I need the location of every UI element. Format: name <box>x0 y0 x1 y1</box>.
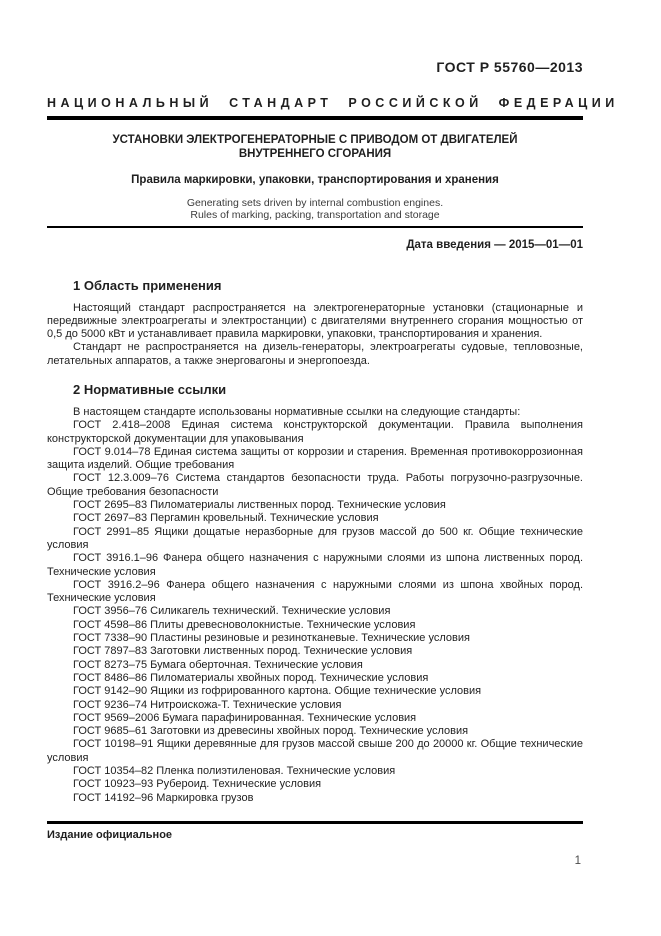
references-list <box>47 419 583 805</box>
section-2-heading: 2 Нормативные ссылки <box>73 381 227 397</box>
doc-title-line2: ВНУТРЕННЕГО СГОРАНИЯ <box>238 147 392 160</box>
section-1-paragraph: Стандарт не распространяется на дизель-генераторы, электроагрегаты судовые, тепловозные, летательных аппаратов, а также энерговагоны и энергопоезда. <box>47 341 583 367</box>
page-number: 1 <box>574 855 581 867</box>
reference-item: ГОСТ 2.418–2008 Единая система конструкторской документации. Правила выполнения конструкторской документации для упаковывания <box>47 419 583 445</box>
doc-number: ГОСТ Р 55760—2013 <box>436 59 583 75</box>
reference-item: ГОСТ 10354–82 Пленка полиэтиленовая. Технические условия <box>73 765 396 777</box>
reference-item: ГОСТ 8486–86 Пиломатериалы хвойных пород. Технические условия <box>73 671 429 684</box>
reference-item: ГОСТ 10198–91 Ящики деревянные для грузов массой свыше 200 до 20000 кг. Общие технические условия <box>47 738 583 764</box>
section-2-body <box>47 406 583 805</box>
reference-item: ГОСТ 3916.1–96 Фанера общего назначения с наружными слоями из шпона лиственных пород. Технические условия <box>47 552 583 578</box>
reference-item: ГОСТ 7897–83 Заготовки лиственных пород. Технические условия <box>73 645 413 658</box>
reference-item: ГОСТ 9236–74 Нитроискожа-Т. Технические условия <box>73 698 342 711</box>
reference-item: ГОСТ 2697–83 Пергамин кровельный. Технические условия <box>73 512 379 525</box>
reference-item: ГОСТ 10923–93 Рубероид. Технические условия <box>73 778 322 791</box>
reference-item: ГОСТ 4598–86 Плиты древесноволокнистые. Технические условия <box>73 618 416 631</box>
doc-title-en-line2: Rules of marking, packing, transportation and storage <box>190 209 440 221</box>
reference-item: ГОСТ 12.3.009–76 Система стандартов безопасности труда. Работы погрузочно-разгрузочные. Общие требования безопасности <box>47 472 583 498</box>
standard-type-line: НАЦИОНАЛЬНЫЙ СТАНДАРТ РОССИЙСКОЙ ФЕДЕРАЦИИ <box>47 96 619 110</box>
section-1-paragraph: Настоящий стандарт распространяется на электрогенераторные установки (стационарные и передвижные электроагрегаты и электростанции) с двигателями внутреннего сгорания мощностью от 0,5 до 5000 кВт и устанавливает правила маркировки, упаковки, транспортирования и хранения. <box>47 301 583 341</box>
page-content <box>47 0 619 805</box>
reference-item: ГОСТ 14192–96 Маркировка грузов <box>73 791 254 804</box>
reference-item: ГОСТ 3956–76 Силикагель технический. Технические условия <box>73 605 391 618</box>
divider-rule <box>47 226 583 228</box>
reference-item: ГОСТ 3916.2–96 Фанера общего назначения с наружными слоями из шпона хвойных пород. Технические условия <box>47 578 583 605</box>
reference-item: ГОСТ 2991–85 Ящики дощатые неразборные для грузов массой до 500 кг. Общие технические условия <box>47 525 583 551</box>
reference-item: ГОСТ 9142–90 Ящики из гофрированного картона. Общие технические условия <box>73 685 482 698</box>
edition-note: Издание официальное <box>47 829 173 841</box>
doc-title-en-line1: Generating sets driven by internal combustion engines. <box>186 197 444 209</box>
reference-item: ГОСТ 2695–83 Пиломатериалы лиственных пород. Технические условия <box>73 499 446 512</box>
section-1-body <box>47 302 583 368</box>
doc-title <box>47 134 583 161</box>
reference-item: ГОСТ 8273–75 Бумага оберточная. Технические условия <box>73 658 363 671</box>
doc-title-english <box>47 197 583 221</box>
section-1-heading: 1 Область применения <box>73 277 222 293</box>
reference-item: ГОСТ 9569–2006 Бумага парафинированная. Технические условия <box>73 711 417 724</box>
section-2-intro: В настоящем стандарте использованы нормативные ссылки на следующие стандарты: <box>73 405 521 418</box>
reference-item: ГОСТ 9685–61 Заготовки из древесины хвойных пород. Технические условия <box>73 725 469 738</box>
doc-subtitle: Правила маркировки, упаковки, транспортирования и хранения <box>131 174 499 186</box>
footer-rule <box>47 821 583 824</box>
header-rule <box>47 116 583 120</box>
reference-item: ГОСТ 7338–90 Пластины резиновые и резинотканевые. Технические условия <box>73 632 470 645</box>
reference-item: ГОСТ 9.014–78 Единая система защиты от коррозии и старения. Временная противокоррозионная защита изделий. Общие требования <box>47 445 583 472</box>
doc-title-line1: УСТАНОВКИ ЭЛЕКТРОГЕНЕРАТОРНЫЕ С ПРИВОДОМ ОТ ДВИГАТЕЛЕЙ <box>112 134 518 146</box>
effective-date: Дата введения — 2015—01—01 <box>406 238 583 251</box>
